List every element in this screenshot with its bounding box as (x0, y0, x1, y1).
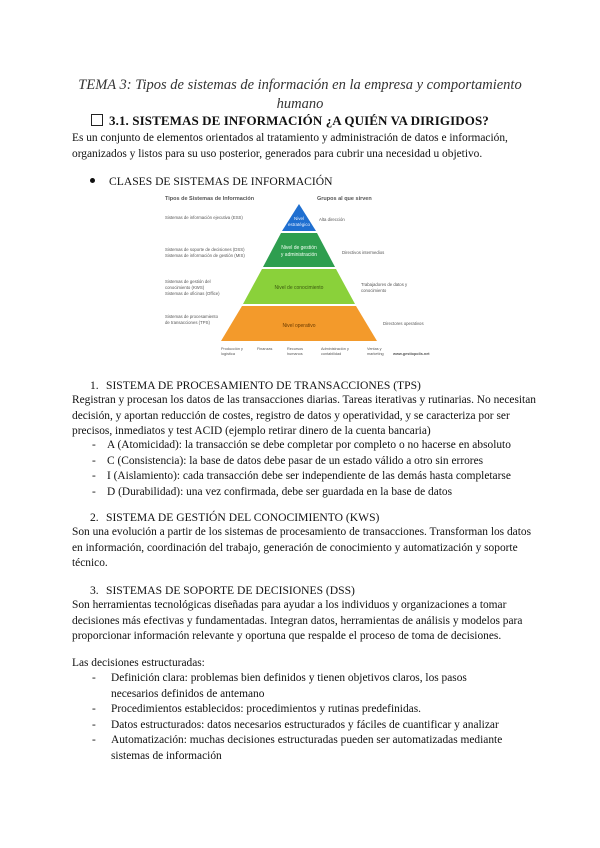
list-item: - Automatización: muchas decisiones estructuradas pueden ser automatizadas mediante sistemas de información (92, 733, 512, 764)
kws-heading-text: SISTEMA DE GESTIÓN DEL CONOCIMIENTO (KWS) (106, 511, 380, 524)
kws-heading (90, 511, 379, 524)
dss-heading (90, 584, 355, 597)
level-label: estratégico (287, 222, 311, 227)
list-item: - Procedimientos establecidos: procedimientos y rutinas predefinidas. (92, 702, 512, 718)
list-item: - D (Durabilidad): una vez confirmada, debe ser guardada en la base de datos (92, 485, 532, 501)
tps-heading-num: 1. (90, 379, 99, 392)
tps-acid-list (92, 438, 532, 500)
left-item: Sistemas de información ejecutiva (ESS) (165, 215, 243, 220)
left-item: Sistemas de soporte de decisiones (DSS) (165, 247, 245, 252)
left-item: Sistemas de oficinas (Office) (165, 291, 220, 296)
right-item: Alta dirección (319, 217, 345, 222)
tps-heading (90, 379, 421, 392)
pyramid-figure (163, 191, 435, 361)
list-item: - A (Atomicidad): la transacción se debe completar por completo o no hacerse en absoluto (92, 438, 532, 454)
section-heading-text: 3.1. SISTEMAS DE INFORMACIÓN ¿A QUIÉN VA DIRIGIDOS? (109, 113, 489, 128)
left-item: Sistemas de procesamiento (165, 314, 219, 319)
kws-paragraph: Son una evolución a partir de los sistemas de procesamiento de transacciones. Transforman los datos en información, coordinación del trabajo, generación de conocimiento y automatización y soporte técnico. (72, 526, 532, 569)
dss-heading-text: SISTEMAS DE SOPORTE DE DECISIONES (DSS) (106, 584, 355, 597)
right-item: Directores operativos (383, 321, 424, 326)
section-heading (91, 113, 489, 129)
bottom-item: Administración y (321, 347, 349, 351)
intro-paragraph: Es un conjunto de elementos orientados al tratamiento y administración de datos e información, organizados y listos para su uso posterior, generados para cubrir una necesidad u objetivo. (72, 132, 508, 160)
list-item: - Datos estructurados: datos necesarios estructurados y fáciles de cuantificar y analizar (92, 718, 512, 734)
left-item: Sistemas de información de gestión (MIS) (165, 253, 245, 258)
right-item: conocimiento (361, 288, 387, 293)
figure-col-left: Tipos de Sistemas de Información (165, 196, 255, 202)
bullet-icon (90, 178, 95, 183)
kws-heading-num: 2. (90, 511, 99, 524)
level-label: Nivel de gestión (281, 245, 317, 251)
structured-label: Las decisiones estructuradas: (72, 657, 205, 669)
right-item: Trabajadores de datos y (361, 282, 408, 287)
level-label: y administración (280, 252, 318, 258)
bottom-item: contabilidad (321, 352, 342, 356)
bottom-item: logística (221, 352, 235, 356)
list-item: - C (Consistencia): la base de datos debe pasar de un estado válido a otro sin errores (92, 454, 532, 470)
level-label: Nivel operativo (282, 323, 316, 329)
bottom-item: marketing (367, 352, 384, 356)
left-item: Sistemas de gestión del (165, 279, 211, 284)
level-label: Nivel de conocimiento (274, 285, 324, 291)
dss-structured-list (92, 671, 512, 764)
level-label: Nivel (293, 216, 305, 221)
figure-watermark: www.gestiopolis.net (393, 352, 430, 356)
left-item: conocimiento (KWS) (165, 285, 205, 290)
checkbox-icon (91, 114, 103, 126)
list-item: - Definición clara: problemas bien definidos y tienen objetivos claros, los pasos necesarios definidos de antemano (92, 671, 512, 702)
bottom-item: Ventas y (367, 347, 382, 351)
pyramid-svg (163, 191, 435, 361)
dss-paragraph: Son herramientas tecnológicas diseñadas para ayudar a los individuos y organizaciones a tomar decisiones más efectivas y fundamentadas. Integran datos, herramientas de análisis y modelos para proporcionar información relevante y oportuna que respalde el proceso de toma de decisiones. (72, 599, 523, 642)
bottom-item: Finanzas (257, 347, 273, 351)
figure-col-right: Grupos al que sirven (317, 196, 372, 202)
bottom-item: humanos (287, 352, 303, 356)
right-item: Directivos intermedios (342, 250, 385, 255)
bottom-item: Recursos (287, 347, 304, 351)
list-item: - I (Aislamiento): cada transacción debe ser independiente de las demás hasta completarse (92, 469, 532, 485)
tps-paragraph: Registran y procesan los datos de las transacciones diarias. Tareas iterativas y rutinarias. No necesitan decisión, y aportan reducción de costes, registro de datos y operatividad, y se caracteriza por ser precisos, inmediatos y test ACID (ejemplo retirar dinero de la cuenta bancaria) (72, 394, 536, 437)
document-title: TEMA 3: Tipos de sistemas de información en la empresa y comportamiento humano (78, 77, 522, 112)
bottom-item: Producción y (221, 347, 243, 351)
left-item: de transacciones (TPS) (165, 320, 210, 325)
tps-heading-text: SISTEMA DE PROCESAMIENTO DE TRANSACCIONES (TPS) (106, 379, 421, 392)
dss-heading-num: 3. (90, 584, 99, 597)
bullet-heading-text: CLASES DE SISTEMAS DE INFORMACIÓN (109, 175, 333, 188)
bullet-heading (90, 175, 333, 188)
